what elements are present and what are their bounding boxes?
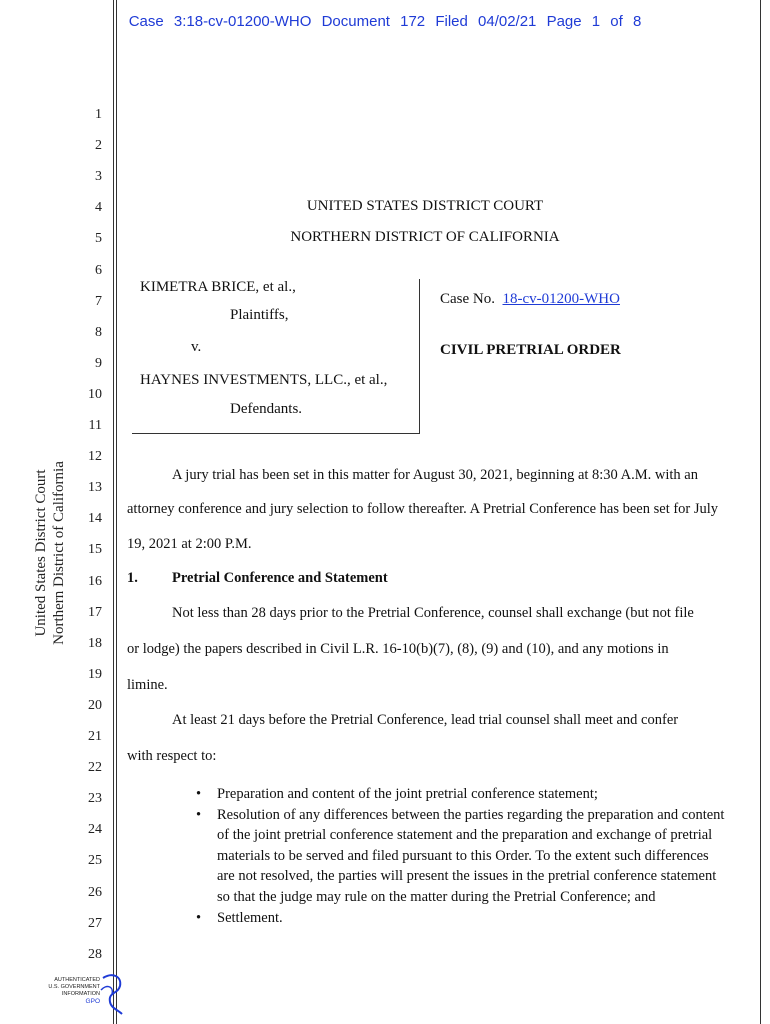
intro-line-2: attorney conference and jury selection to follow thereafter. A Pretrial Conference has been set for July: [127, 501, 719, 517]
gpo-authenticated-logo: [38, 972, 128, 1017]
section-title: Pretrial Conference and Statement: [172, 570, 388, 586]
line-number: 8: [95, 324, 102, 340]
plaintiff-name: KIMETRA BRICE, et al.,: [140, 279, 296, 295]
intro-line-3: 19, 2021 at 2:00 P.M.: [127, 536, 252, 552]
list-item: • Preparation and content of the joint pretrial conference statement;: [196, 784, 726, 805]
case-number-block: [440, 291, 620, 308]
court-name: UNITED STATES DISTRICT COURT: [306, 198, 544, 214]
line-number: 25: [88, 853, 102, 869]
left-margin-rule: [113, 0, 114, 1024]
case-number-link[interactable]: 18-cv-01200-WHO: [502, 291, 620, 307]
plaintiff-role: Plaintiffs,: [230, 307, 289, 323]
line-number: 17: [88, 604, 102, 620]
court-district: NORTHERN DISTRICT OF CALIFORNIA: [290, 229, 560, 245]
versus-label: v.: [191, 339, 202, 355]
line-number: 26: [88, 884, 102, 900]
para1-line-2: or lodge) the papers described in Civil L.R. 16-10(b)(7), (8), (9) and (10), and any motions in: [127, 641, 669, 657]
line-number: 27: [88, 915, 102, 931]
para2-line-2: with respect to:: [127, 748, 217, 764]
header-page-count: Page 1 of 8: [546, 13, 642, 30]
line-number: 28: [88, 946, 102, 962]
line-number: 6: [95, 262, 102, 278]
right-margin-rule: [760, 0, 761, 1024]
list-item: • Settlement.: [196, 908, 726, 929]
intro-line-1: A jury trial has been set in this matter for August 30, 2021, beginning at 8:30 A.M. with an: [172, 467, 698, 483]
defendant-role: Defendants.: [230, 401, 303, 417]
para1-line-1: Not less than 28 days prior to the Pretrial Conference, counsel shall exchange (but not file: [172, 605, 694, 621]
meet-and-confer-list: [196, 784, 726, 928]
line-number: 13: [88, 480, 102, 496]
header-document-number: Document 172: [321, 13, 426, 30]
line-number: 20: [88, 697, 102, 713]
court-sidebar: [32, 461, 68, 645]
defendant-name: HAYNES INVESTMENTS, LLC., et al.,: [140, 372, 388, 388]
line-number: 7: [95, 293, 102, 309]
para2-line-1: At least 21 days before the Pretrial Conference, lead trial counsel shall meet and confer: [172, 712, 679, 728]
caption-bottom-rule: [132, 433, 420, 434]
line-number: 10: [88, 386, 102, 402]
line-number: 24: [88, 822, 102, 838]
header-filed-date: Filed 04/02/21: [435, 13, 537, 30]
line-number: 21: [88, 729, 102, 744]
line-number: 2: [95, 138, 102, 154]
line-number: 14: [88, 511, 102, 527]
section-number: 1.: [127, 570, 138, 586]
caption-vertical-rule: [419, 279, 420, 434]
line-number: 11: [88, 418, 102, 433]
line-number: 1: [95, 107, 102, 122]
sidebar-court-name: United States District Court: [33, 469, 49, 637]
line-number: 3: [95, 169, 102, 185]
line-number: 9: [95, 355, 102, 371]
line-number: 16: [88, 573, 102, 589]
sidebar-district-name: Northern District of California: [51, 461, 67, 645]
eagle-icon: [98, 972, 128, 1017]
line-number: 12: [88, 449, 102, 465]
line-number: 22: [88, 760, 102, 776]
list-item: • Resolution of any differences between the parties regarding the preparation and content of the joint pretrial conference statement and the preparation and exchange of pretrial materials to be served and filed pursuant to this Order. To the extent such differences are not resolved, the parties will present the issues in the pretrial conference statement so that the judge may rule on the matter during the Pretrial Conference; and: [196, 805, 726, 908]
line-number: 5: [95, 231, 102, 247]
order-title: CIVIL PRETRIAL ORDER: [440, 342, 621, 358]
line-number: 15: [88, 542, 102, 558]
gpo-logo-text: AUTHENTICATED U.S. GOVERNMENT INFORMATION GPO: [48, 977, 100, 1005]
line-number: 23: [88, 791, 102, 807]
case-number-label: Case No.: [440, 291, 495, 307]
para1-line-3: limine.: [127, 677, 168, 693]
header-case-number: Case 3:18-cv-01200-WHO: [128, 13, 312, 30]
line-number: 4: [95, 200, 102, 216]
line-number: 19: [88, 666, 102, 682]
left-margin-rule: [116, 0, 117, 1024]
line-number: 18: [88, 635, 102, 651]
